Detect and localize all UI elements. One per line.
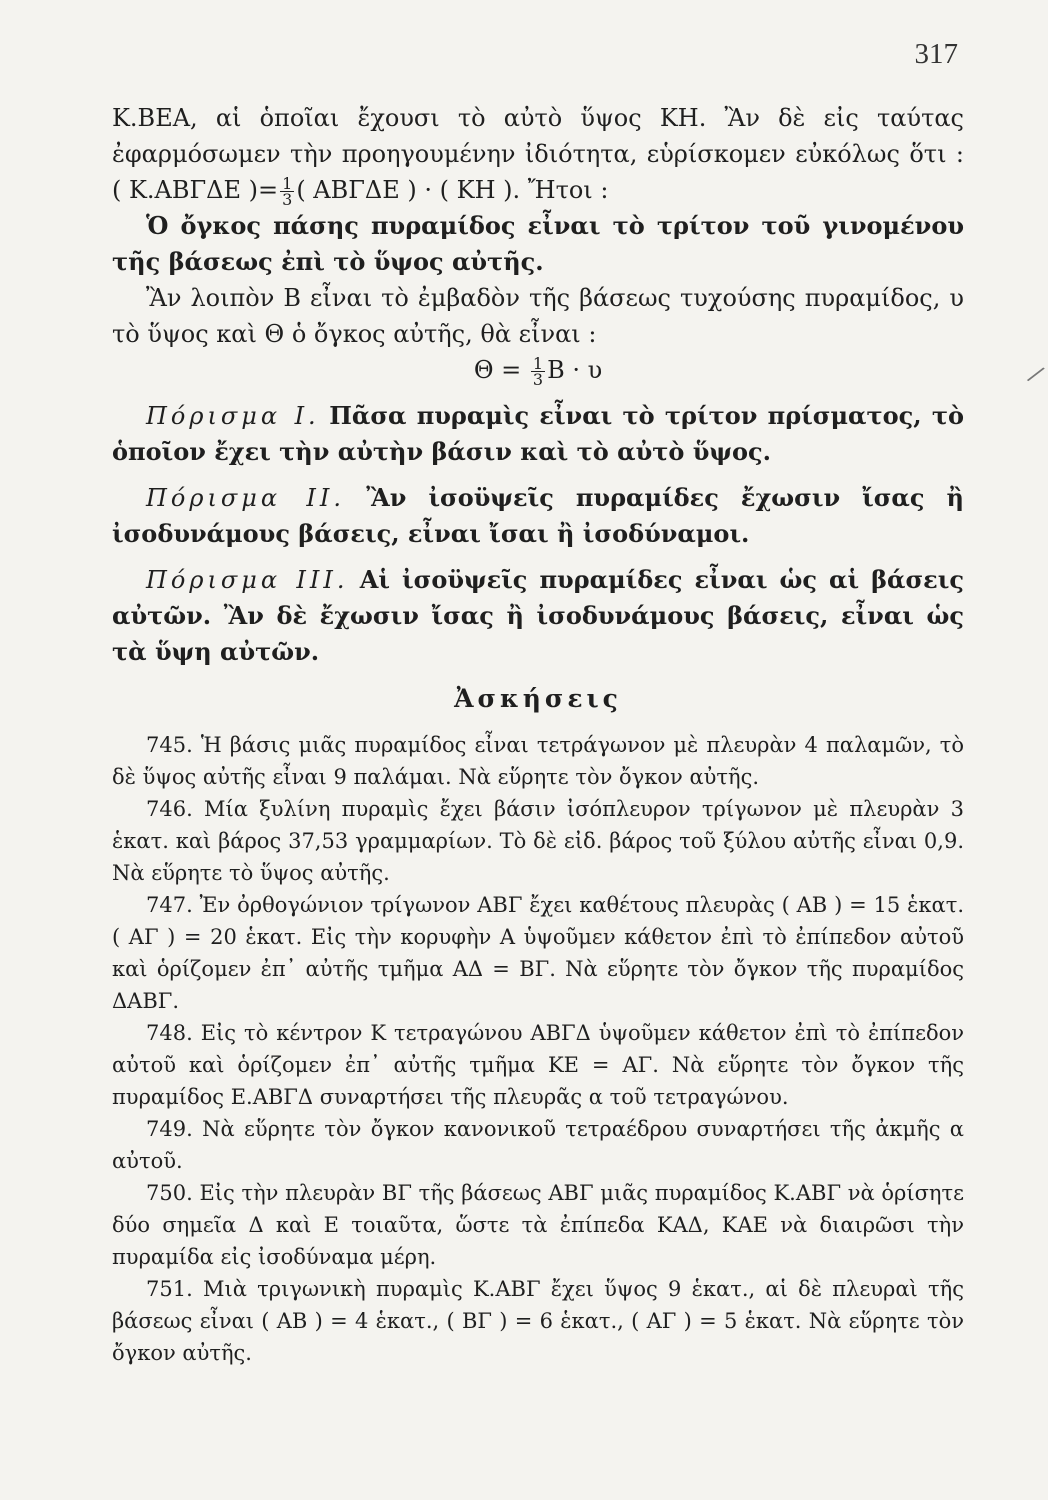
- page-number: 317: [914, 38, 958, 70]
- intro-frac-den: 3: [282, 190, 293, 209]
- exercise-749: 749. Νὰ εὕρητε τὸν ὄγκον κανονικοῦ τετραέδρου συναρτήσει τῆς ἀκμῆς α αὐτοῦ.: [112, 1117, 964, 1173]
- formula-fraction: [531, 356, 545, 387]
- exercise-747: 747. Ἐν ὀρθογώνιον τρίγωνον ΑΒΓ ἔχει καθέτους πλευρὰς ( ΑΒ ) = 15 ἑκατ. ( ΑΓ ) = 20 ἑκατ. Εἰς τὴν κορυφὴν Α ὑψοῦμεν κάθετον ἐπὶ τὸ ἐπίπεδον αὐτοῦ καὶ ὁρίζομεν ἐπ᾽ αὐτῆς τμῆμα ΑΔ = ΒΓ. Νὰ εὕρητε τὸν ὄγκον τῆς πυραμίδος ΔΑΒΓ.: [112, 893, 964, 1013]
- formula-right: Β · υ: [547, 356, 603, 384]
- spacer: [112, 470, 964, 480]
- page-body: [112, 100, 964, 1369]
- intro-fraction: [280, 176, 294, 207]
- spacer: [112, 388, 964, 398]
- corollary-2: [112, 480, 964, 552]
- corollary-1-text: Πᾶσα πυραμὶς εἶναι τὸ τρίτον πρίσματος, τὸ ὁποῖον ἔχει τὴν αὐτὴν βάσιν καὶ τὸ αὐτὸ ὕψος.: [112, 401, 964, 466]
- exercise-748: 748. Εἰς τὸ κέντρον Κ τετραγώνου ΑΒΓΔ ὑψοῦμεν κάθετον ἐπὶ τὸ ἐπίπεδον αὐτοῦ καὶ ὁρίζομεν ἐπ᾽ αὐτῆς τμῆμα ΚΕ = ΑΓ. Νὰ εὕρητε τὸν ὄγκον τῆς πυραμίδος Ε.ΑΒΓΔ συναρτήσει τῆς πλευρᾶς α τοῦ τετραγώνου.: [112, 1021, 964, 1109]
- exercise-751: 751. Μιὰ τριγωνικὴ πυραμὶς Κ.ΑΒΓ ἔχει ὕψος 9 ἑκατ., αἱ δὲ πλευραὶ τῆς βάσεως εἶναι ( ΑΒ ) = 4 ἑκατ., ( ΒΓ ) = 6 ἑκατ., ( ΑΓ ) = 5 ἑκατ. Νὰ εὕρητε τὸν ὄγκον αὐτῆς.: [112, 1277, 964, 1365]
- intro-formula-end: ( ΑΒΓΔΕ ) · ( ΚΗ ). Ἤτοι :: [296, 176, 609, 204]
- intro-frac-num: 1: [282, 174, 293, 193]
- corollary-2-text: Ἂν ἰσοϋψεῖς πυραμίδες ἔχωσιν ἴσας ἢ ἰσοδυνάμους βάσεις, εἶναι ἴσαι ἢ ἰσοδύναμοι.: [112, 483, 964, 548]
- corollary-2-label: Πόρισμα ΙΙ.: [146, 484, 345, 512]
- volume-formula: [112, 352, 964, 388]
- formula-frac-num: 1: [532, 354, 544, 373]
- exercise-745: 745. Ἡ βάσις μιᾶς πυραμίδος εἶναι τετράγωνον μὲ πλευρὰν 4 παλαμῶν, τὸ δὲ ὕψος αὐτῆς εἶναι 9 παλάμαι. Νὰ εὕρητε τὸν ὄγκον αὐτῆς.: [112, 733, 964, 789]
- exercises-heading: Ἀσκήσεις: [454, 684, 622, 713]
- corollary-3-text: Αἱ ἰσοϋψεῖς πυραμίδες εἶναι ὡς αἱ βάσεις αὐτῶν. Ἂν δὲ ἔχωσιν ἴσας ἢ ἰσοδυνάμους βάσεις, εἶναι ὡς τὰ ὕψη αὐτῶν.: [112, 565, 964, 666]
- intro-formula-start: ὅτι : ( Κ.ΑΒΓΔΕ )=: [112, 140, 964, 204]
- margin-tick-mark: /: [1024, 360, 1048, 388]
- corollary-1-label: Πόρισμα Ι.: [146, 402, 320, 430]
- formula-left: Θ =: [473, 356, 522, 384]
- intro-text: Κ.ΒΕΑ, αἱ ὁποῖαι ἔχουσι τὸ αὐτὸ ὕψος ΚΗ. Ἂν δὲ εἰς ταύτας ἐφαρμόσωμεν τὴν προηγουμένην ἰδιότητα, εὑρίσκομεν εὐκόλως: [112, 104, 964, 168]
- corollary-1: [112, 398, 964, 470]
- definition-paragraph: Ἂν λοιπὸν Β εἶναι τὸ ἐμβαδὸν τῆς βάσεως τυχούσης πυραμίδος, υ τὸ ὕψος καὶ Θ ὁ ὄγκος αὐτῆς, θὰ εἶναι :: [112, 284, 964, 348]
- exercise-746: 746. Μία ξυλίνη πυραμὶς ἔχει βάσιν ἰσόπλευρον τρίγωνον μὲ πλευρὰν 3 ἑκατ. καὶ βάρος 37,53 γραμμαρίων. Τὸ δὲ εἰδ. βάρος τοῦ ξύλου αὐτῆς εἶναι 0,9. Νὰ εὕρητε τὸ ὕψος αὐτῆς.: [112, 797, 964, 885]
- formula-frac-den: 3: [532, 370, 544, 389]
- corollary-3-label: Πόρισμα ΙΙΙ.: [146, 566, 349, 594]
- exercise-750: 750. Εἰς τὴν πλευρὰν ΒΓ τῆς βάσεως ΑΒΓ μιᾶς πυραμίδος Κ.ΑΒΓ νὰ ὁρίσητε δύο σημεῖα Δ καὶ Ε τοιαῦτα, ὥστε τὰ ἐπίπεδα ΚΑΔ, ΚΑΕ νὰ διαιρῶσι τὴν πυραμίδα εἰς ἰσοδύναμα μέρη.: [112, 1181, 964, 1269]
- intro-paragraph: [112, 100, 964, 208]
- corollary-3: [112, 562, 964, 670]
- theorem-statement: Ὁ ὄγκος πάσης πυραμίδος εἶναι τὸ τρίτον τοῦ γινομένου τῆς βάσεως ἐπὶ τὸ ὕψος αὐτῆς.: [112, 211, 964, 276]
- spacer: [112, 552, 964, 562]
